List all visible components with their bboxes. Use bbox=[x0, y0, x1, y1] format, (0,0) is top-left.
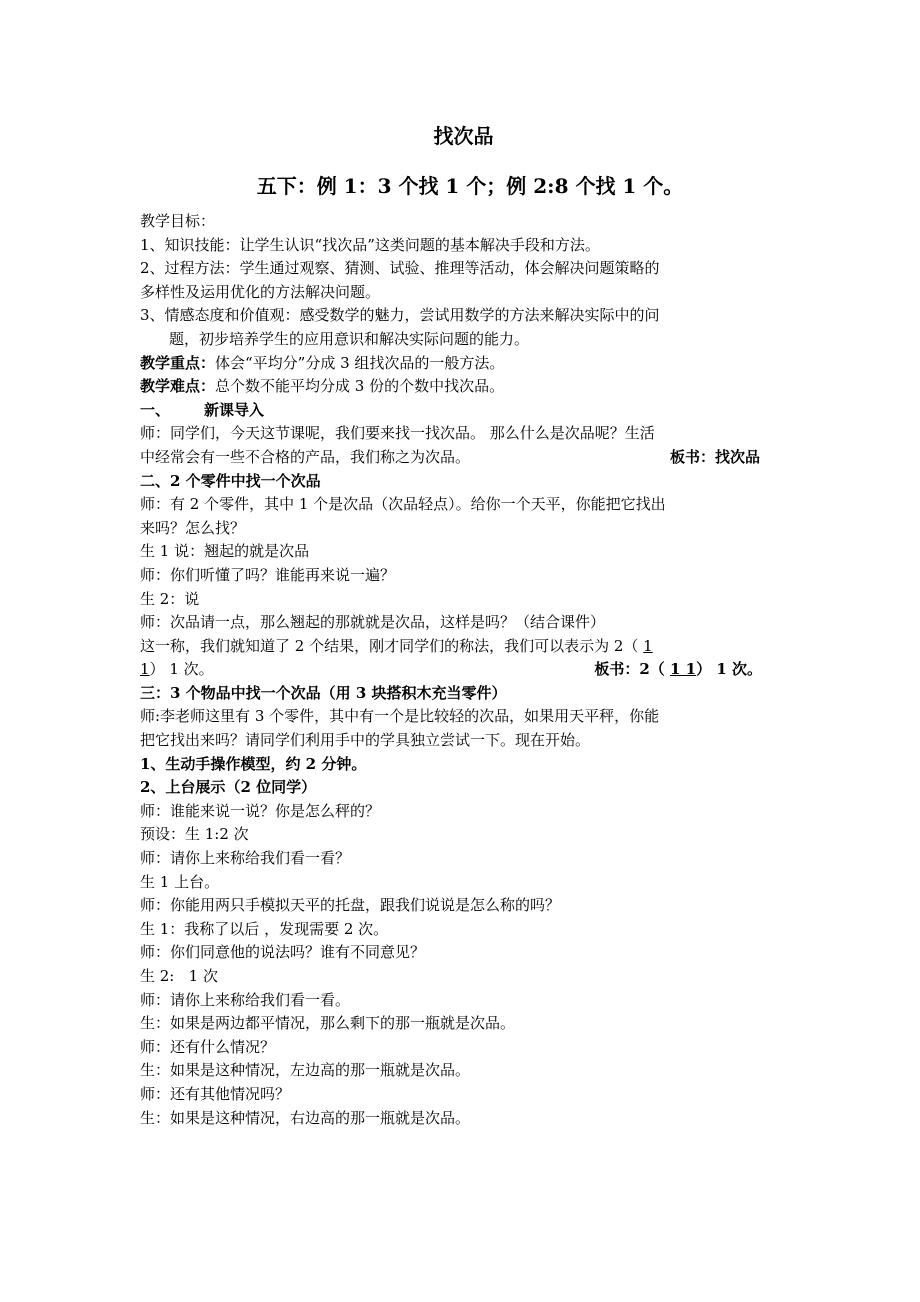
goals-label: 教学目标： bbox=[140, 212, 216, 230]
key-point-text: 体会“平均分”分成 3 组找次品的一般方法。 bbox=[215, 353, 505, 372]
board-note-text: ） 1 次。 bbox=[696, 660, 762, 679]
dialog-line: 预设：生 1:2 次 bbox=[140, 825, 249, 844]
underlined-number: 1 bbox=[643, 636, 653, 655]
document-page bbox=[140, 118, 800, 1130]
paragraph-line: 来吗？怎么找？ bbox=[140, 518, 246, 537]
step-heading: 1、生动手操作模型，约 2 分钟。 bbox=[140, 754, 367, 773]
difficult-point-text: 总个数不能平均分成 3 份的个数中找次品。 bbox=[215, 377, 505, 396]
goal-line: 1、知识技能：让学生认识“找次品”这类问题的基本解决手段和方法。 bbox=[140, 235, 600, 254]
key-point bbox=[140, 352, 800, 376]
goal-line: 2、过程方法：学生通过观察、猜测、试验、推理等活动，体会解决问题策略的 bbox=[140, 259, 660, 278]
paragraph-line: 师:李老师这里有 3 个零件，其中有一个是比较轻的次品，如果用天平秤，你能 bbox=[140, 707, 660, 726]
dialog-line: 生 2: 1 次 bbox=[140, 967, 218, 985]
section-2-heading: 二、2 个零件中找一个次品 bbox=[140, 471, 321, 490]
board-note-text: 板书：2（ bbox=[594, 660, 670, 679]
dialog-line: 生 1 上台。 bbox=[140, 872, 220, 891]
board-note bbox=[594, 658, 762, 682]
paragraph-text: 中经常会有一些不合格的产品，我们称之为次品。 bbox=[140, 447, 471, 466]
doc-subtitle: 五下：例 1：3 个找 1 个；例 2:8 个找 1 个。 bbox=[256, 174, 684, 198]
goal-line: 题，初步培养学生的应用意识和解决实际问题的能力。 bbox=[169, 329, 530, 348]
dialog-line: 师：你能用两只手模拟天平的托盘，跟我们说说是怎么称的吗？ bbox=[140, 896, 561, 915]
dialog-line: 生：如果是两边都平情况，那么剩下的那一瓶就是次品。 bbox=[140, 1014, 516, 1033]
dialog-line: 师：请你上来称给我们看一看。 bbox=[140, 990, 351, 1009]
paragraph-line: 生 1 说：翘起的就是次品 bbox=[140, 542, 310, 561]
paragraph-line: 师：有 2 个零件，其中 1 个是次品（次品轻点）。给你一个天平，你能把它找出 bbox=[140, 495, 666, 514]
dialog-line: 师：还有其他情况吗？ bbox=[140, 1084, 291, 1103]
underlined-number: 1 1 bbox=[670, 660, 697, 679]
paragraph-line bbox=[140, 658, 800, 682]
paragraph-line: 生 2：说 bbox=[140, 589, 200, 608]
difficult-point bbox=[140, 375, 800, 399]
paragraph-text: ） 1 次。 bbox=[149, 660, 214, 679]
paragraph-line: 师：你们听懂了吗？谁能再来说一遍？ bbox=[140, 565, 396, 584]
goal-line: 3、情感态度和价值观：感受数学的魅力，尝试用数学的方法来解决实际中的问 bbox=[140, 306, 660, 325]
dialog-line: 生：如果是这种情况，左边高的那一瓶就是次品。 bbox=[140, 1061, 471, 1080]
dialog-line: 生：如果是这种情况，右边高的那一瓶就是次品。 bbox=[140, 1108, 471, 1127]
dialog-line: 生 1：我称了以后 ，发现需要 2 次。 bbox=[140, 919, 389, 938]
paragraph-line: 师：次品请一点，那么翘起的那就就是次品，这样是吗？（结合课件） bbox=[140, 613, 606, 632]
section-1-heading bbox=[140, 399, 800, 423]
paragraph-line bbox=[140, 635, 800, 659]
section-1-number: 一、 bbox=[140, 400, 171, 419]
section-3-heading: 三：3 个物品中找一个次品（用 3 块搭积木充当零件） bbox=[140, 683, 507, 702]
section-1-title: 新课导入 bbox=[204, 400, 265, 419]
doc-title: 找次品 bbox=[433, 124, 494, 148]
key-point-label: 教学重点： bbox=[140, 353, 216, 372]
paragraph-line bbox=[140, 446, 800, 470]
board-note: 板书：找次品 bbox=[669, 447, 760, 466]
paragraph-line: 把它找出来吗？请同学们利用手中的学具独立尝试一下。现在开始。 bbox=[140, 731, 591, 750]
goal-line: 多样性及运用优化的方法解决问题。 bbox=[140, 282, 381, 301]
difficult-point-label: 教学难点： bbox=[140, 377, 216, 396]
dialog-line: 师：谁能来说一说？你是怎么秤的？ bbox=[140, 801, 381, 820]
dialog-line: 师：请你上来称给我们看一看？ bbox=[140, 849, 351, 868]
paragraph-text: 这一称，我们就知道了 2 个结果，刚才同学们的称法，我们可以表示为 2（ bbox=[140, 636, 644, 655]
dialog-line: 师：你们同意他的说法吗？谁有不同意见？ bbox=[140, 943, 426, 962]
step-heading: 2、上台展示（2 位同学） bbox=[140, 778, 317, 797]
dialog-line: 师：还有什么情况？ bbox=[140, 1037, 276, 1056]
paragraph-line: 师：同学们，今天这节课呢，我们要来找一找次品。 那么什么是次品呢？生活 bbox=[140, 424, 655, 443]
underlined-number: 1 bbox=[140, 660, 150, 679]
